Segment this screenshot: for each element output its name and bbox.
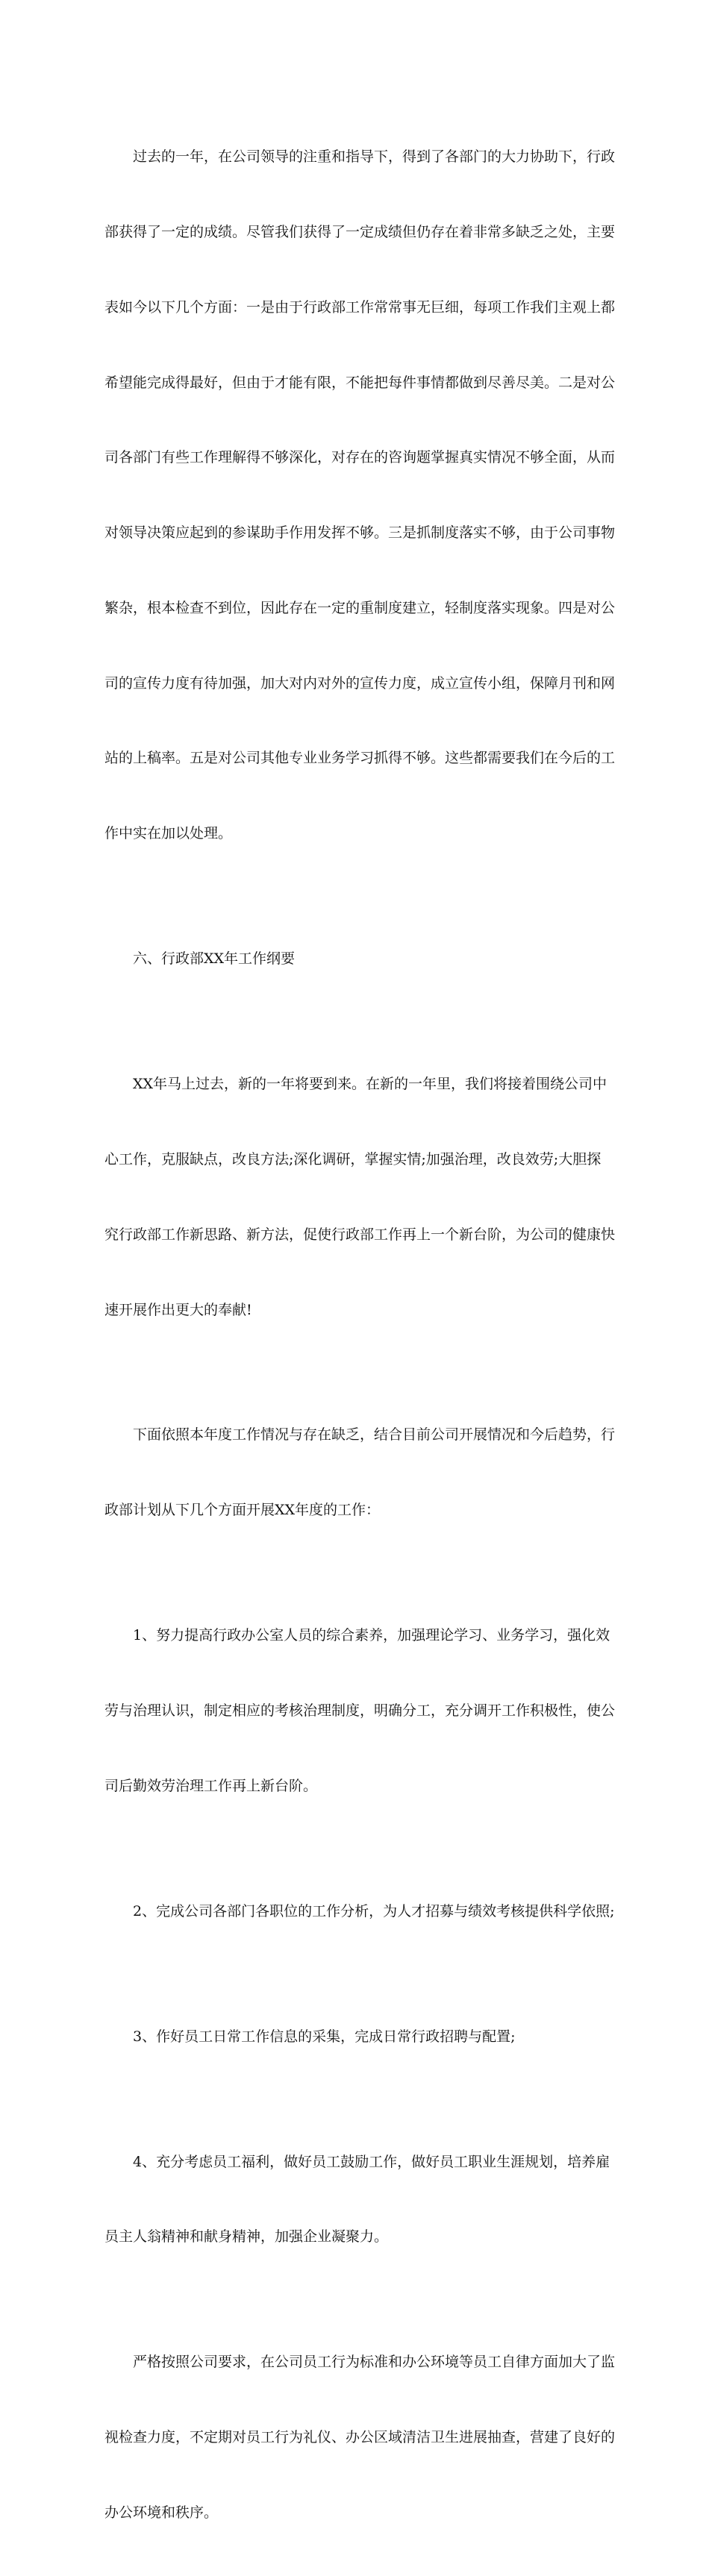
- text-line: 对领导决策应起到的参谋助手作用发挥不够。三是抓制度落实不够，由于公司事物: [104, 524, 616, 542]
- text-line: 严格按照公司要求，在公司员工行为标准和办公环境等员工自律方面加大了监: [133, 2354, 616, 2371]
- text-line: 1、努力提高行政办公室人员的综合素养，加强理论学习、业务学习，强化效: [133, 1627, 610, 1644]
- text-line: 办公环境和秩序。: [104, 2504, 219, 2521]
- text-line: 站的上稿率。五是对公司其他专业业务学习抓得不够。这些都需要我们在今后的工: [104, 750, 616, 767]
- text-line: 视检查力度，不定期对员工行为礼仪、办公区域清洁卫生进展抽查，营建了良好的: [104, 2429, 616, 2446]
- text-line: 繁杂，根本检查不到位，因此存在一定的重制度建立，轻制度落实现象。四是对公: [104, 599, 616, 616]
- section-heading: [104, 897, 608, 1022]
- text-line: 过去的一年，在公司领导的注重和指导下，得到了各部门的大力协助下，行政: [133, 148, 616, 166]
- paragraph-discipline: [104, 2300, 616, 2576]
- text-line: 司的宣传力度有待加强，加大对内对外的宣传力度，成立宣传小组，保障月刊和网: [104, 674, 616, 692]
- text-line: XX年马上过去，新的一年将要到来。在新的一年里，我们将接着围绕公司中: [133, 1076, 608, 1093]
- list-item-4: [104, 2100, 608, 2301]
- text-line: 司后勤效劳治理工作再上新台阶。: [104, 1777, 318, 1794]
- text-line: 速开展作出更大的奉献!: [104, 1301, 252, 1318]
- text-line: 心工作，克服缺点，改良方法;深化调研，掌握实情;加强治理，改良效劳;大胆探: [104, 1150, 602, 1168]
- text-line: 希望能完成得最好，但由于才能有限，不能把每件事情都做到尽善尽美。二是对公: [104, 374, 616, 391]
- text-line: 作中实在加以处理。: [104, 825, 233, 842]
- text-line: 4、充分考虑员工福利，做好员工鼓励工作，做好员工职业生涯规划，培养雇: [133, 2153, 610, 2170]
- list-item-2: [104, 1849, 615, 1975]
- text-line: 3、作好员工日常工作信息的采集，完成日常行政招聘与配置;: [133, 2028, 516, 2045]
- list-item-3: [104, 1975, 608, 2100]
- text-line: 2、完成公司各部门各职位的工作分析，为人才招募与绩效考核提供科学依照;: [133, 1902, 615, 1920]
- text-line: 究行政部工作新思路、新方法，促使行政部工作再上一个新台阶，为公司的健康快: [104, 1226, 616, 1243]
- paragraph-plan-intro: [104, 1373, 616, 1573]
- document-body: [104, 95, 616, 2576]
- text-line: 政部计划从下几个方面开展XX年度的工作：: [104, 1502, 381, 1519]
- paragraph-summary: [104, 95, 616, 897]
- text-line: 司各部门有些工作理解得不够深化，对存在的咨询题掌握真实情况不够全面，从而: [104, 449, 616, 466]
- text-line: 部获得了一定的成绩。尽管我们获得了一定成绩但仍存在着非常多缺乏之处，主要: [104, 223, 616, 240]
- paragraph-outlook: [104, 1022, 616, 1373]
- text-line: 下面依照本年度工作情况与存在缺乏，结合目前公司开展情况和今后趋势，行: [133, 1426, 616, 1444]
- heading-text: 六、行政部XX年工作纲要: [133, 950, 296, 968]
- text-line: 表如今以下几个方面：一是由于行政部工作常常事无巨细，每项工作我们主观上都: [104, 298, 616, 316]
- text-line: 员主人翁精神和献身精神，加强企业凝聚力。: [104, 2228, 389, 2246]
- list-item-1: [104, 1573, 616, 1849]
- text-line: 劳与治理认识，制定相应的考核治理制度，明确分工，充分调开工作积极性，使公: [104, 1702, 616, 1719]
